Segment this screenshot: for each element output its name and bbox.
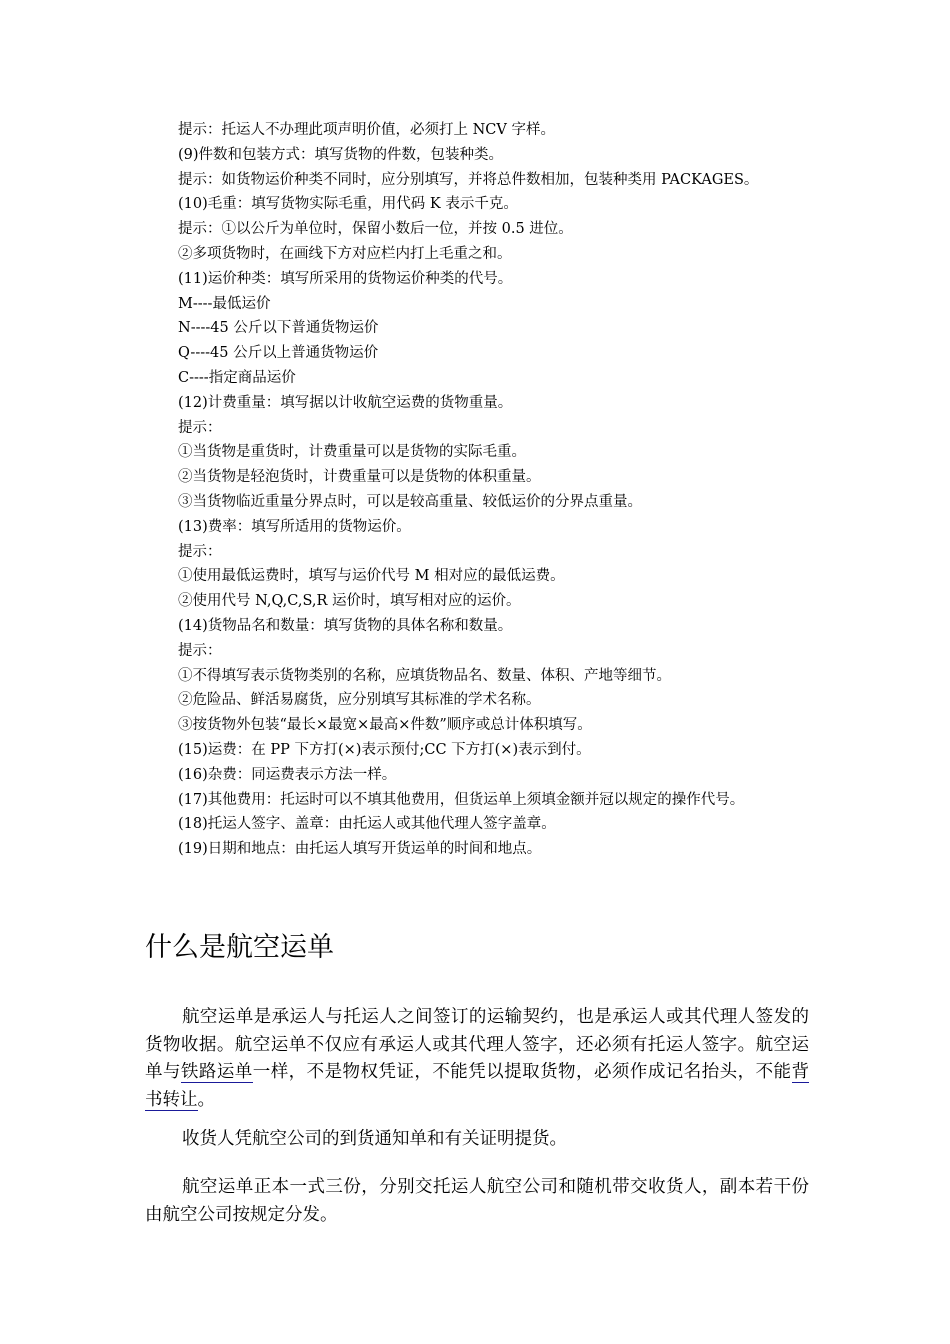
note-line: C----指定商品运价 (178, 369, 296, 386)
note-line: 提示： (178, 642, 222, 659)
note-line: ③按货物外包装“最长×最宽×最高×件数”顺序或总计体积填写。 (178, 717, 592, 734)
endorsement-transfer-link[interactable]: 背书转让 (145, 1062, 810, 1110)
note-line: 提示： (178, 543, 222, 560)
waybill-field-notes (178, 118, 828, 862)
note-line: ③当货物临近重量分界点时，可以是较高重量、较低运价的分界点重量。 (178, 493, 642, 510)
definition-paragraph (145, 1004, 809, 1114)
note-line: ②多项货物时，在画线下方对应栏内打上毛重之和。 (178, 245, 512, 262)
note-line: (16)杂费：同运费表示方法一样。 (178, 766, 397, 783)
note-line: ①使用最低运费时，填写与运价代号 M 相对应的最低运费。 (178, 568, 565, 585)
note-line: Q----45 公斤以上普通货物运价 (178, 345, 379, 362)
note-line: (10)毛重：填写货物实际毛重，用代码 K 表示千克。 (178, 196, 518, 213)
note-line: (12)计费重量：填写据以计收航空运费的货物重量。 (178, 394, 513, 411)
note-line: (11)运价种类：填写所采用的货物运价种类的代号。 (178, 270, 513, 287)
note-line: 提示：托运人不办理此项声明价值，必须打上 NCV 字样。 (178, 122, 555, 138)
note-line: (15)运费：在 PP 下方打(×)表示预付;CC 下方打(×)表示到付。 (178, 741, 591, 758)
section-heading: 什么是航空运单 (145, 932, 334, 963)
note-line: ①当货物是重货时，计费重量可以是货物的实际毛重。 (178, 444, 526, 461)
note-line: ②使用代号 N,Q,C,S,R 运价时，填写相对应的运价。 (178, 593, 521, 610)
note-line: ②危险品、鲜活易腐货，应分别填写其标准的学术名称。 (178, 692, 541, 709)
note-line: (18)托运人签字、盖章：由托运人或其他代理人签字盖章。 (178, 816, 556, 833)
note-line: 提示：如货物运价种类不同时，应分别填写，并将总件数相加，包装种类用 PACKAGES。 (178, 171, 759, 188)
paragraph-text: 。 (197, 1089, 215, 1110)
note-line: N----45 公斤以下普通货物运价 (178, 320, 379, 337)
paragraph-text: 航空运单是承运人与托运人之间签订的运输契约，也是承运人或其代理人签发的货物收据。航空运单不仅应有承运人或其代理人签字，还必须有托运人签字。航空运单与 (145, 1007, 809, 1082)
railway-waybill-link[interactable]: 铁路运单 (180, 1062, 253, 1082)
note-line: (14)货物品名和数量：填写货物的具体名称和数量。 (178, 617, 513, 634)
note-line: (17)其他费用：托运时可以不填其他费用，但货运单上须填金额并冠以规定的操作代号。 (178, 791, 745, 808)
note-line: 提示： (178, 419, 222, 436)
note-line: ①不得填写表示货物类别的名称，应填货物品名、数量、体积、产地等细节。 (178, 667, 671, 684)
paragraph-text: 一样，不是物权凭证，不能凭以提取货物，必须作成记名抬头，不能 (252, 1062, 792, 1082)
note-line: ②当货物是轻泡货时，计费重量可以是货物的体积重量。 (178, 469, 541, 486)
note-line: (9)件数和包装方式：填写货物的件数，包装种类。 (178, 146, 504, 163)
note-line: M----最低运价 (178, 295, 271, 312)
copies-paragraph: 航空运单正本一式三份，分别交托运人航空公司和随机带交收货人，副本若干份由航空公司按规定分发。 (145, 1177, 809, 1225)
pickup-paragraph: 收货人凭航空公司的到货通知单和有关证明提货。 (182, 1129, 567, 1149)
note-line: 提示：①以公斤为单位时，保留小数后一位，并按 0.5 进位。 (178, 221, 573, 238)
note-line: (19)日期和地点：由托运人填写开货运单的时间和地点。 (178, 841, 542, 858)
note-line: (13)费率：填写所适用的货物运价。 (178, 518, 411, 535)
